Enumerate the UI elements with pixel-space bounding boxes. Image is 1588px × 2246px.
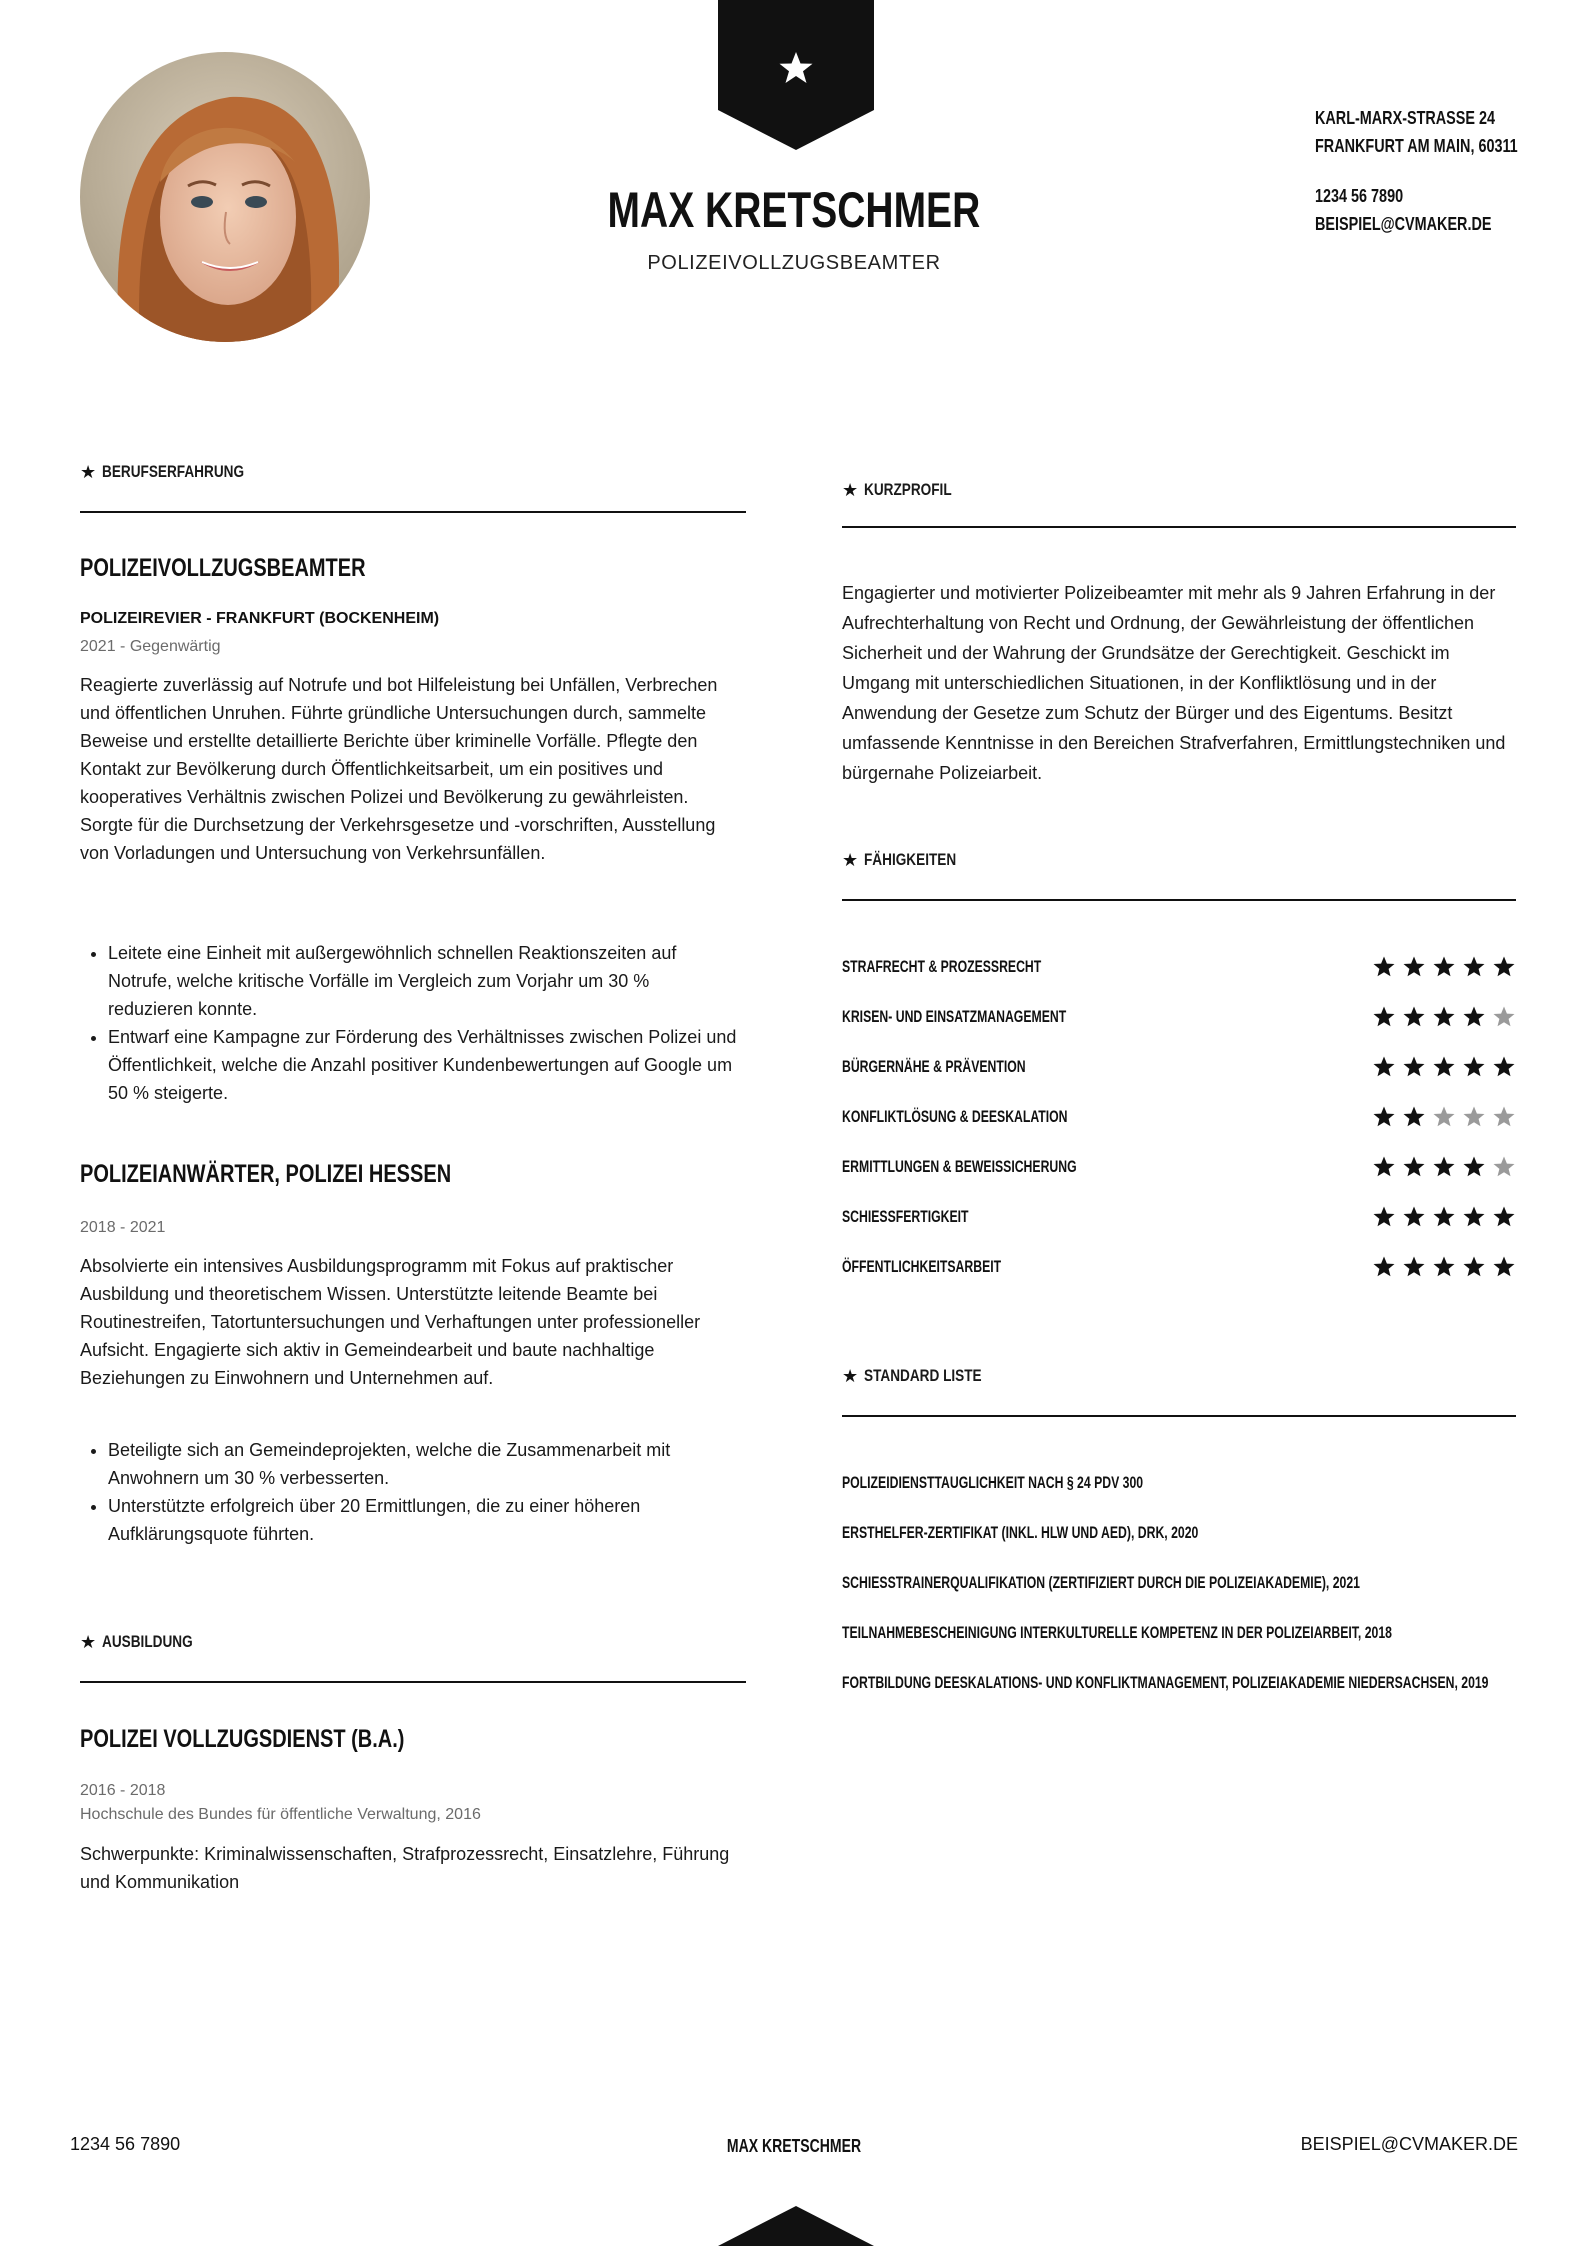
skill-row	[842, 1102, 1516, 1132]
skill-name: ÖFFENTLICHKEITSARBEIT	[842, 1257, 1002, 1276]
star-empty-icon	[1492, 1105, 1516, 1129]
footer-email: BEISPIEL@CVMAKER.DE	[1300, 2134, 1518, 2154]
skill-rating	[1372, 1055, 1516, 1079]
star-filled-icon	[1372, 1255, 1396, 1279]
list-item: ERSTHELFER-ZERTIFIKAT (INKL. HLW UND AED), DRK, 2020	[842, 1523, 1199, 1542]
employer-1: POLIZEIREVIER - FRANKFURT (BOCKENHEIM)	[80, 610, 440, 627]
star-filled-icon	[1402, 1055, 1426, 1079]
list-item: SCHIESSTRAINERQUALIFIKATION (ZERTIFIZIERT DURCH DIE POLIZEIAKADEMIE), 2021	[842, 1573, 1360, 1592]
star-filled-icon	[1492, 1055, 1516, 1079]
degree-title: POLIZEI VOLLZUGSDIENST (B.A.)	[80, 1725, 405, 1753]
skill-rating	[1372, 1255, 1516, 1279]
job-dates-2: 2018 - 2021	[80, 1219, 166, 1236]
star-filled-icon	[1492, 955, 1516, 979]
skill-row	[842, 1002, 1516, 1032]
section-header-education	[80, 1630, 215, 1654]
section-divider	[80, 1681, 746, 1683]
skill-rating	[1372, 1155, 1516, 1179]
star-filled-icon	[1462, 1005, 1486, 1029]
education-school: Hochschule des Bundes für öffentliche Verwaltung, 2016	[80, 1806, 481, 1823]
skill-name: STRAFRECHT & PROZESSRECHT	[842, 957, 1042, 976]
profile-heading: KURZPROFIL	[864, 480, 952, 499]
candidate-job-title: POLIZEIVOLLZUGSBEAMTER	[647, 252, 941, 274]
star-filled-icon	[1432, 1155, 1456, 1179]
section-divider	[842, 1415, 1516, 1417]
section-star-icon: ★	[842, 1365, 859, 1386]
section-header-skills	[842, 848, 979, 872]
star-filled-icon	[1372, 1205, 1396, 1229]
star-empty-icon	[1492, 1005, 1516, 1029]
achievement-item: • Unterstützte erfolgreich über 20 Ermittlungen, die zu einer höheren Aufklärungsquote führten.	[108, 1492, 738, 1548]
star-filled-icon	[1432, 1205, 1456, 1229]
star-empty-icon	[1432, 1105, 1456, 1129]
list-item: POLIZEIDIENSTTAUGLICHKEIT NACH § 24 PDV 300	[842, 1473, 1144, 1492]
email-address: BEISPIEL@CVMAKER.DE	[1315, 214, 1492, 234]
section-star-icon: ★	[842, 849, 859, 870]
section-divider	[842, 526, 1516, 528]
skill-row	[842, 1202, 1516, 1232]
skill-name: SCHIESSFERTIGKEIT	[842, 1207, 969, 1226]
achievement-item: • Leitete eine Einheit mit außergewöhnlich schnellen Reaktionszeiten auf Notrufe, welche kritische Vorfälle im Vergleich zum Vorjahr um 30 % reduzieren konnte.	[108, 939, 738, 1023]
section-star-icon: ★	[842, 479, 859, 500]
standard-list-heading: STANDARD LISTE	[864, 1366, 982, 1385]
skills-heading: FÄHIGKEITEN	[864, 850, 957, 869]
skill-rating	[1372, 1205, 1516, 1229]
star-filled-icon	[1402, 1005, 1426, 1029]
footer-phone: 1234 56 7890	[70, 2134, 181, 2154]
phone-number: 1234 56 7890	[1315, 186, 1404, 206]
skill-rating	[1372, 1105, 1516, 1129]
star-filled-icon	[1462, 955, 1486, 979]
star-filled-icon	[1432, 1055, 1456, 1079]
job-title-1: POLIZEIVOLLZUGSBEAMTER	[80, 554, 366, 582]
star-filled-icon	[1402, 1155, 1426, 1179]
star-filled-icon	[1492, 1205, 1516, 1229]
job-dates-1: 2021 - Gegenwärtig	[80, 638, 221, 655]
achievement-item: • Beteiligte sich an Gemeindeprojekten, welche die Zusammenarbeit mit Anwohnern um 30 % verbesserten.	[108, 1436, 738, 1492]
skill-row	[842, 952, 1516, 982]
section-star-icon: ★	[80, 461, 97, 482]
star-filled-icon	[1402, 955, 1426, 979]
star-filled-icon	[1372, 1105, 1396, 1129]
experience-heading: BERUFSERFAHRUNG	[102, 462, 245, 481]
star-filled-icon	[1372, 1155, 1396, 1179]
skill-rating	[1372, 1005, 1516, 1029]
header-ribbon	[718, 0, 874, 150]
star-filled-icon	[1432, 955, 1456, 979]
star-filled-icon	[1432, 1255, 1456, 1279]
star-filled-icon	[1372, 1055, 1396, 1079]
job-achievements-1	[80, 939, 738, 1107]
footer-name: MAX KRETSCHMER	[726, 2136, 862, 2156]
star-empty-icon	[1492, 1155, 1516, 1179]
skill-row	[842, 1152, 1516, 1182]
skill-row	[842, 1052, 1516, 1082]
star-filled-icon	[1462, 1205, 1486, 1229]
list-item: FORTBILDUNG DEESKALATIONS- UND KONFLIKTMANAGEMENT, POLIZEIAKADEMIE NIEDERSACHSEN, 2019	[842, 1673, 1489, 1692]
star-filled-icon	[1462, 1055, 1486, 1079]
education-heading: AUSBILDUNG	[102, 1632, 193, 1651]
education-description: Schwerpunkte: Kriminalwissenschaften, Strafprozessrecht, Einsatzlehre, Führung und Kommunikation	[80, 1844, 730, 1892]
skill-name: KONFLIKTLÖSUNG & DEESKALATION	[842, 1107, 1068, 1126]
star-empty-icon	[1462, 1105, 1486, 1129]
candidate-name: MAX KRETSCHMER	[607, 182, 981, 238]
job-description-2: Absolvierte ein intensives Ausbildungsprogramm mit Fokus auf praktischer Ausbildung und theoretischem Wissen. Unterstützte leitende Beamte bei Routinestreifen, Tatortuntersuchungen und Verhaftungen unter professioneller Aufsicht. Engagierte sich aktiv in Gemeindearbeit und baute nachhaltige Beziehungen zu Einwohnern und Unternehmen auf.	[80, 1256, 701, 1388]
skill-name: BÜRGERNÄHE & PRÄVENTION	[842, 1057, 1026, 1076]
section-header-profile	[842, 478, 974, 502]
star-filled-icon	[1402, 1255, 1426, 1279]
address-line-1: KARL-MARX-STRASSE 24	[1315, 108, 1496, 128]
star-filled-icon	[1372, 955, 1396, 979]
star-filled-icon	[1372, 1005, 1396, 1029]
section-header-experience	[80, 460, 280, 484]
star-filled-icon	[1462, 1155, 1486, 1179]
star-filled-icon	[1402, 1205, 1426, 1229]
star-filled-icon	[1492, 1255, 1516, 1279]
section-header-standard-list	[842, 1364, 1011, 1388]
list-item: TEILNAHMEBESCHEINIGUNG INTERKULTURELLE KOMPETENZ IN DER POLIZEIARBEIT, 2018	[842, 1623, 1392, 1642]
section-divider	[80, 511, 746, 513]
education-dates: 2016 - 2018	[80, 1782, 166, 1799]
section-divider	[842, 899, 1516, 901]
footer-ribbon	[718, 2206, 874, 2246]
skill-name: KRISEN- UND EINSATZMANAGEMENT	[842, 1007, 1067, 1026]
job-achievements-2	[80, 1436, 738, 1548]
star-filled-icon	[1462, 1255, 1486, 1279]
profile-text: Engagierter und motivierter Polizeibeamter mit mehr als 9 Jahren Erfahrung in der Aufrechterhaltung von Recht und Ordnung, der Gewährleistung der öffentlichen Sicherheit und der Wahrung der Grundsätze der Gerechtigkeit. Geschickt im Umgang mit unterschiedlichen Situationen, in der Konfliktlösung und in der Anwendung der Gesetze zum Schutz der Bürger und des Eigentums. Besitzt umfassende Kenntnisse in den Bereichen Strafverfahren, Ermittlungstechniken und bürgernahe Polizeiarbeit.	[842, 583, 1506, 783]
job-title-2: POLIZEIANWÄRTER, POLIZEI HESSEN	[80, 1160, 452, 1188]
star-filled-icon	[1432, 1005, 1456, 1029]
address-line-2: FRANKFURT AM MAIN, 60311	[1315, 136, 1518, 156]
star-filled-icon	[1402, 1105, 1426, 1129]
skill-row	[842, 1252, 1516, 1282]
skill-name: ERMITTLUNGEN & BEWEISSICHERUNG	[842, 1157, 1077, 1176]
achievement-item: • Entwarf eine Kampagne zur Förderung des Verhältnisses zwischen Polizei und Öffentlichkeit, welche die Anzahl positiver Kundenbewertungen auf Google um 50 % steigerte.	[108, 1023, 738, 1107]
job-description-1: Reagierte zuverlässig auf Notrufe und bot Hilfeleistung bei Unfällen, Verbrechen und öffentlichen Unruhen. Führte gründliche Untersuchungen durch, sammelte Beweise und erstellte detaillierte Berichte über kriminelle Vorfälle. Pflegte den Kontakt zur Bevölkerung durch Öffentlichkeitsarbeit, um ein positives und kooperatives Verhältnis zwischen Polizei und Bevölkerung zu gewährleisten. Sorgte für die Durchsetzung der Verkehrsgesetze und -vorschriften, Ausstellung von Vorladungen und Untersuchung von Verkehrsunfällen.	[80, 675, 718, 863]
skill-rating	[1372, 955, 1516, 979]
section-star-icon: ★	[80, 1631, 97, 1652]
